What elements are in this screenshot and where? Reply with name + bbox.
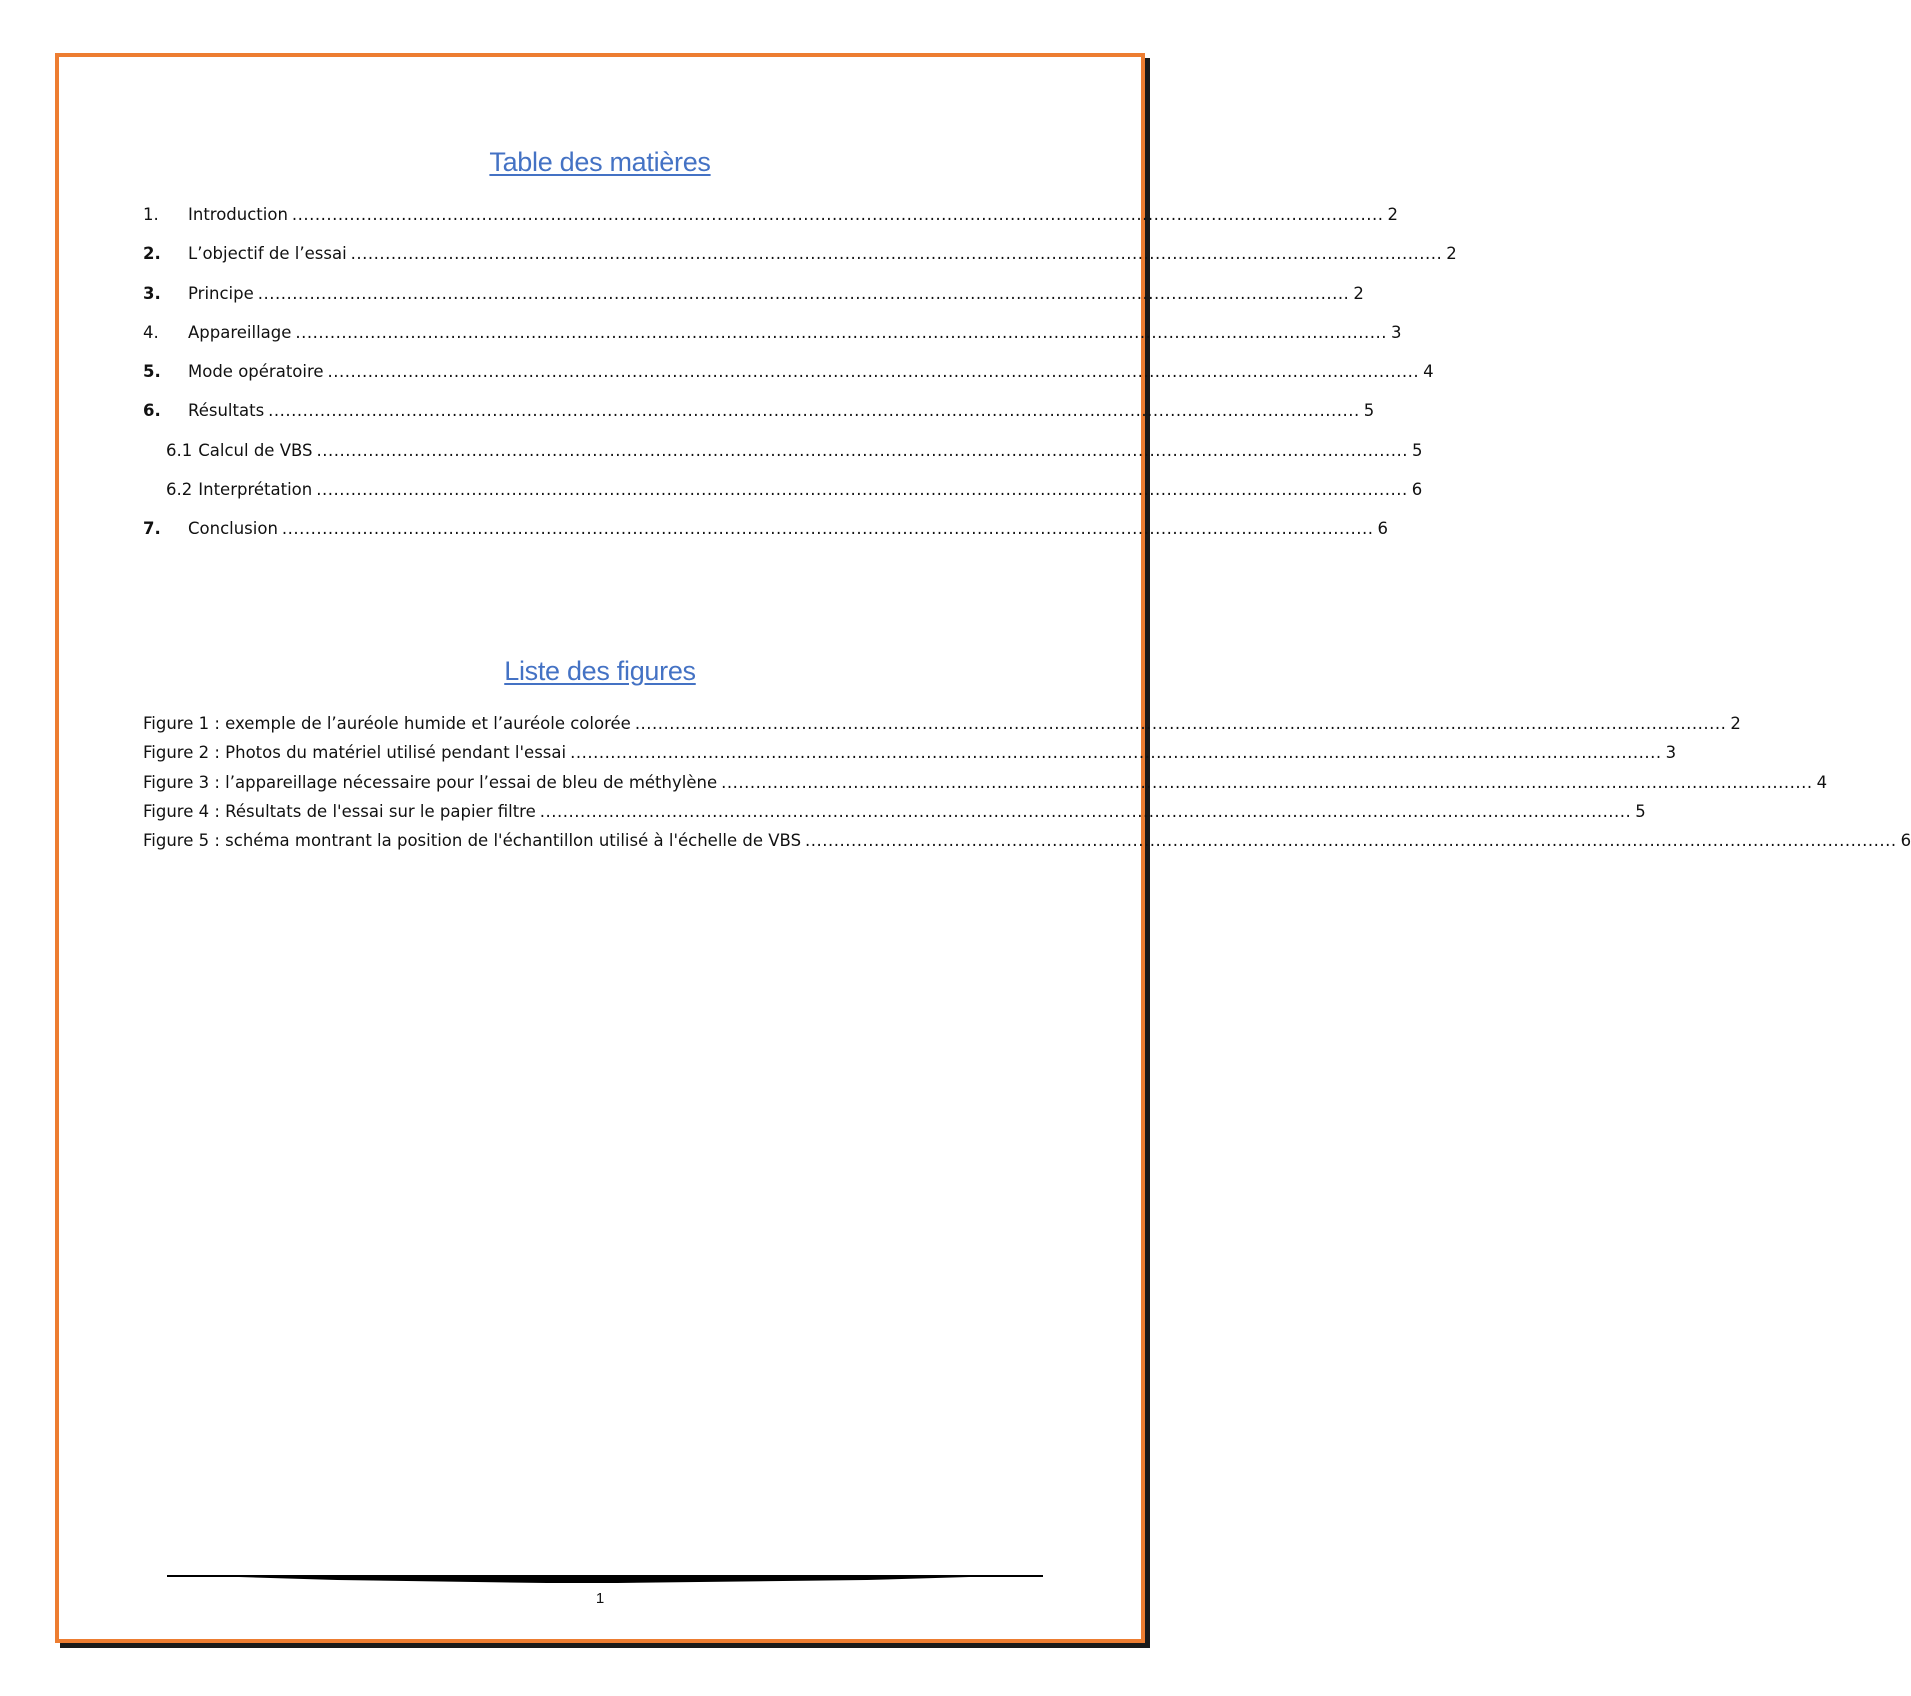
leader-dots: .............................................................................................................................................................................................. [350,244,1443,264]
figure-entry[interactable] [143,772,1828,802]
figure-entry-page[interactable]: 5 [1635,801,1646,821]
toc-entry-number: 3. [143,283,161,303]
toc-entry-number: 6.1 [166,440,193,460]
toc-entry-number: 2. [143,244,161,264]
leader-dots: .............................................................................................................................................................................................. [268,401,1360,421]
toc-entry-page[interactable]: 4 [1423,362,1434,382]
footer-divider [167,1574,1043,1586]
toc-entry-label[interactable]: Principe [188,283,254,303]
leader-dots: .............................................................................................................................................................................................. [327,362,1420,382]
toc-entry-page[interactable]: 6 [1411,480,1423,500]
toc-entry-label[interactable]: Introduction [188,205,288,224]
toc-entry-label[interactable]: Appareillage [188,322,292,342]
page-number: 1 [595,1590,605,1607]
toc-subentry[interactable] [143,440,1423,480]
figure-entry-page[interactable]: 3 [1665,743,1677,763]
figure-entry-label[interactable]: Figure 1 : exemple de l’auréole humide et l’auréole colorée [143,714,631,733]
toc-entry[interactable] [143,519,1388,558]
figure-entry-label[interactable]: Figure 5 : schéma montrant la position de l'échantillon utilisé à l'échelle de VBS [143,831,802,851]
toc-entry-page[interactable]: 5 [1412,440,1423,460]
toc-entry-number: 6.2 [166,480,193,500]
toc-entry-label[interactable]: L’objectif de l’essai [188,244,347,264]
leader-dots: .............................................................................................................................................................................................. [257,283,1350,303]
toc-entry-number: 4. [143,322,159,342]
toc-subentry[interactable] [143,480,1423,519]
toc-entry-page[interactable]: 2 [1387,205,1398,224]
figures-list-title: Liste des figures [504,656,696,686]
leader-dots: .............................................................................................................................................................................................. [634,714,1727,733]
toc-entry-number: 7. [143,519,161,539]
toc-entry-page[interactable]: 6 [1377,519,1388,539]
toc-entry-label[interactable]: Calcul de VBS [198,440,313,460]
toc-entry-label[interactable]: Interprétation [198,480,313,500]
toc-entry[interactable] [143,401,1375,440]
figure-entry-label[interactable]: Figure 3 : l’appareillage nécessaire pour l’essai de bleu de méthylène [143,772,718,792]
toc-entry-page[interactable]: 5 [1363,401,1375,421]
leader-dots: .............................................................................................................................................................................................. [539,801,1632,821]
toc-entry-label[interactable]: Résultats [188,401,265,421]
leader-dots: .............................................................................................................................................................................................. [281,519,1374,539]
toc-entry-number: 1. [143,205,159,224]
figure-entry[interactable] [143,801,1646,831]
toc-entry-number: 6. [143,401,161,421]
toc-entry-label[interactable]: Conclusion [188,519,278,539]
figure-entry-page[interactable]: 4 [1816,772,1828,792]
figure-entry[interactable] [143,714,1741,743]
figure-entry-page[interactable]: 6 [1900,831,1911,851]
leader-dots: .............................................................................................................................................................................................. [316,480,1408,500]
toc-entry[interactable] [143,244,1457,283]
toc-entry-page[interactable]: 3 [1390,322,1402,342]
leader-dots: .............................................................................................................................................................................................. [805,831,1897,851]
leader-dots: .............................................................................................................................................................................................. [570,743,1662,763]
toc-entry[interactable] [143,362,1434,401]
toc-entry-page[interactable]: 2 [1446,244,1457,264]
toc-entry-number: 5. [143,362,161,382]
figure-entry[interactable] [143,831,1911,860]
list-of-figures [143,714,1911,860]
toc-entry-page[interactable]: 2 [1353,283,1364,303]
leader-dots: .............................................................................................................................................................................................. [721,772,1813,792]
toc-entry[interactable] [143,205,1398,244]
figure-entry-page[interactable]: 2 [1730,714,1741,733]
leader-dots: .............................................................................................................................................................................................. [291,205,1384,224]
leader-dots: .............................................................................................................................................................................................. [316,440,1409,460]
figure-entry-label[interactable]: Figure 2 : Photos du matériel utilisé pendant l'essai [143,743,567,763]
toc-entry[interactable] [143,283,1364,323]
figure-entry-label[interactable]: Figure 4 : Résultats de l'essai sur le papier filtre [143,801,536,821]
figure-entry[interactable] [143,743,1677,772]
table-of-contents [143,205,1457,559]
toc-entry-label[interactable]: Mode opératoire [188,362,324,382]
toc-entry[interactable] [143,322,1402,362]
toc-title: Table des matières [489,147,711,177]
leader-dots: .............................................................................................................................................................................................. [295,322,1387,342]
